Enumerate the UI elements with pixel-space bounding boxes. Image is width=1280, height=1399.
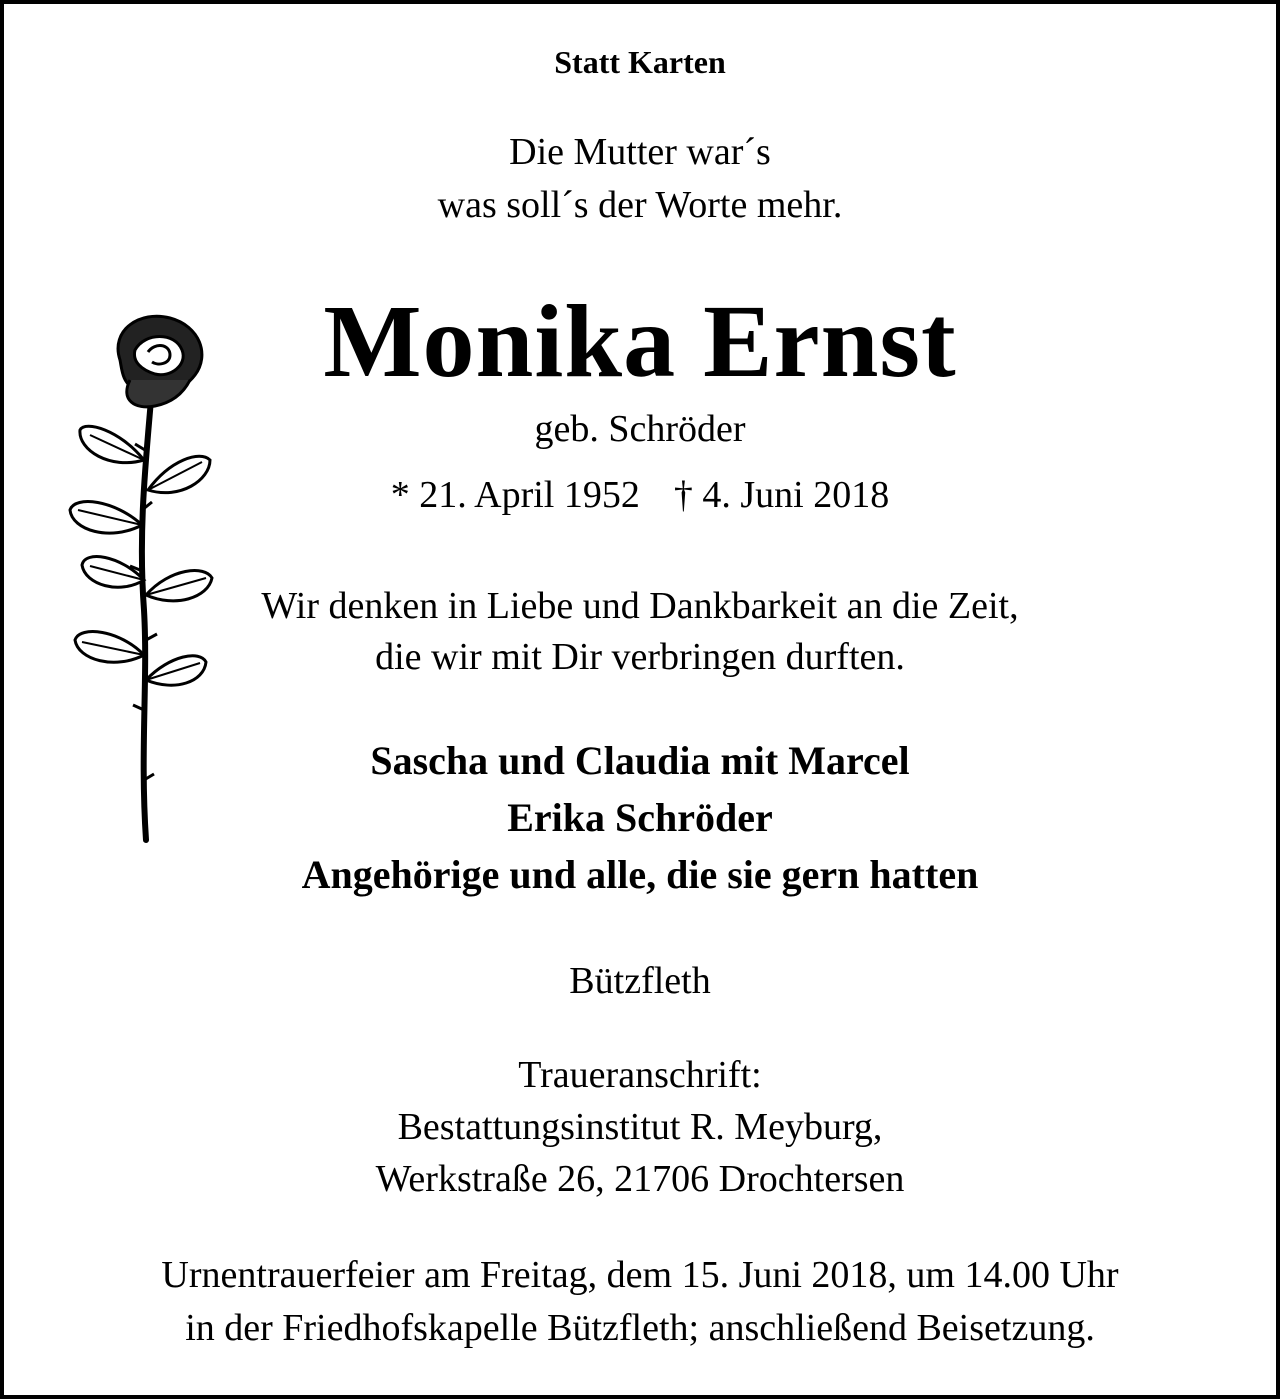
mourner-line-3: Angehörige und alle, die sie gern hatten [301,852,979,897]
life-dates [0,476,1280,514]
deceased-name: Monika Ernst [323,284,957,399]
ceremony-line-1: Urnentrauerfeier am Freitag, dem 15. Juni 2018, um 14.00 Uhr [161,1254,1119,1296]
birth-date: * 21. April 1952 [390,474,640,516]
maiden-name: geb. Schröder [534,408,746,450]
mourner-line-2: Erika Schröder [507,795,773,840]
address-line-2: Werkstraße 26, 21706 Drochtersen [375,1158,905,1200]
death-date: † 4. Juni 2018 [673,474,890,516]
place-name: Bützfleth [569,960,711,1002]
address-line-1: Bestattungsinstitut R. Meyburg, [397,1106,883,1148]
motto-line-2: was soll´s der Worte mehr. [437,184,843,226]
address-label: Traueranschrift: [518,1054,762,1096]
motto-line-1: Die Mutter war´s [509,131,771,173]
statt-karten-heading: Statt Karten [554,44,726,80]
tribute-line-2: die wir mit Dir verbringen durften. [375,636,905,678]
ceremony-line-2: in der Friedhofskapelle Bützfleth; anschließend Beisetzung. [185,1307,1095,1349]
tribute-line-1: Wir denken in Liebe und Dankbarkeit an die Zeit, [261,585,1019,627]
mourner-line-1: Sascha und Claudia mit Marcel [370,738,910,783]
